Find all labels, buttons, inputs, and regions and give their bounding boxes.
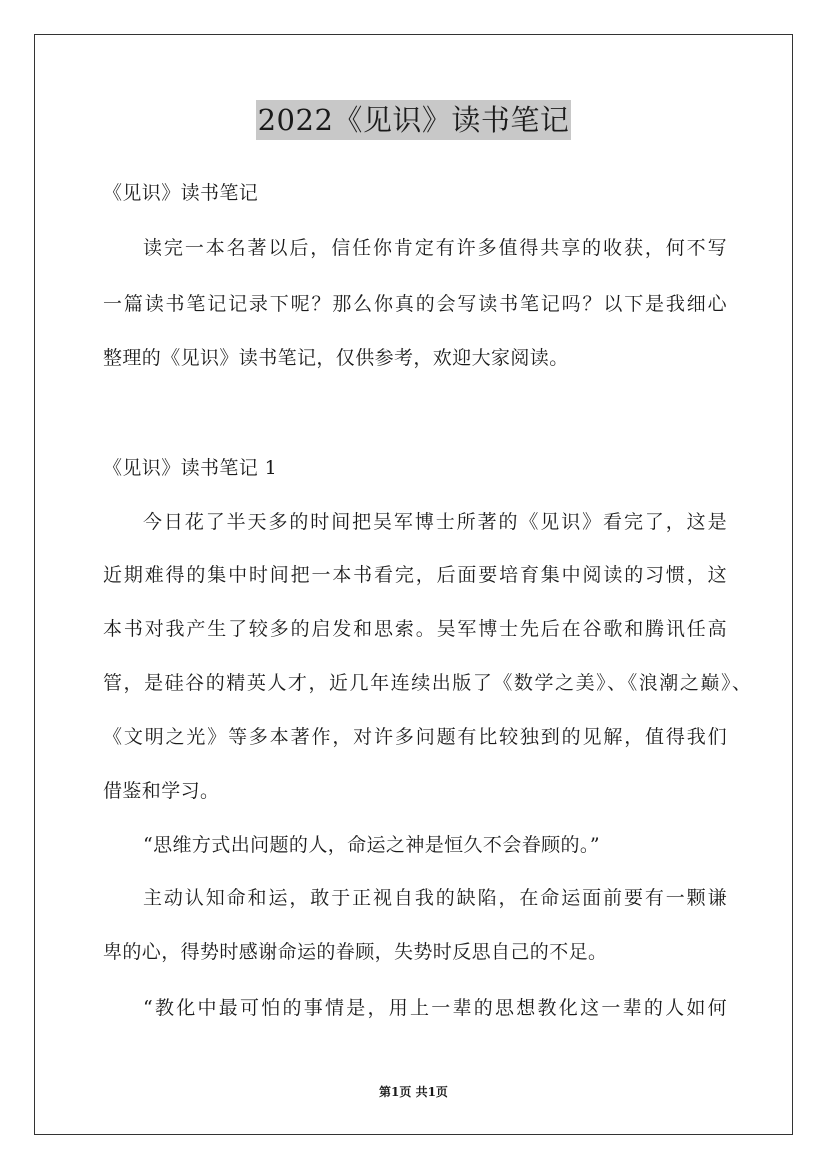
body-line-1: 今日花了半天多的时间把吴军博士所著的《见识》看完了，这是: [143, 511, 727, 533]
body-line-4: 管，是硅谷的精英人才，近几年连续出版了《数学之美》、《浪潮之巅》、: [103, 672, 751, 694]
subtitle-line: 《见识》读书笔记: [103, 182, 259, 204]
body-line-8: 卑的心，得势时感谢命运的眷顾，失势时反思自己的不足。: [103, 941, 608, 963]
body-line-3: 本书对我产生了较多的启发和思索。吴军博士先后在谷歌和腾讯任高: [103, 618, 727, 640]
page-footer: [0, 1084, 827, 1100]
body-line-7: 主动认知命和运，敢于正视自我的缺陷，在命运面前要有一颗谦: [143, 887, 727, 909]
body-line-6: 借鉴和学习。: [103, 780, 220, 802]
intro-line-2: 一篇读书笔记记录下呢？那么你真的会写读书笔记吗？以下是我细心: [103, 293, 727, 315]
title-wrapper: [0, 100, 827, 140]
quote-line-1: “思维方式出问题的人，命运之神是恒久不会眷顾的。”: [143, 834, 600, 856]
quote-line-2: “教化中最可怕的事情是，用上一辈的思想教化这一辈的人如何: [143, 997, 727, 1019]
body-line-2: 近期难得的集中时间把一本书看完，后面要培育集中阅读的习惯，这: [103, 564, 727, 586]
body-line-5: 《文明之光》等多本著作，对许多问题有比较独到的见解，值得我们: [103, 726, 727, 748]
intro-line-3: 整理的《见识》读书笔记，仅供参考，欢迎大家阅读。: [103, 347, 569, 369]
section-heading: 《见识》读书笔记 1: [103, 457, 278, 479]
document-title: 2022《见识》读书笔记: [256, 100, 572, 140]
page-number: 第1页 共1页: [379, 1085, 448, 1099]
intro-line-1: 读完一本名著以后，信任你肯定有许多值得共享的收获，何不写: [143, 237, 727, 259]
